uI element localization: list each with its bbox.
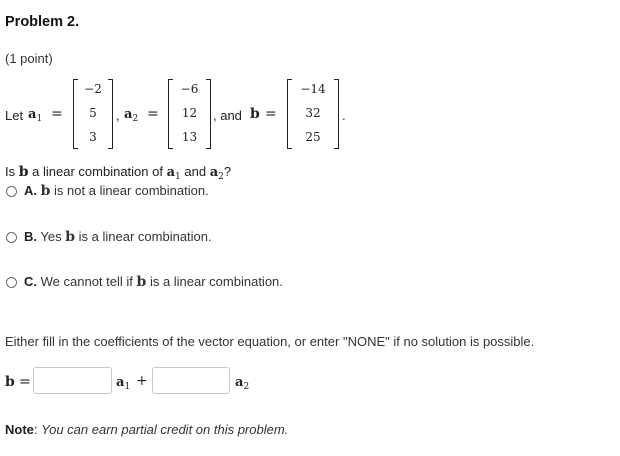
option-b-label[interactable]: B. Yes b is a linear combination. <box>24 229 212 245</box>
b-entry: −14 <box>300 82 326 96</box>
note: Note: You can earn partial credit on this problem. <box>5 422 289 437</box>
plus-sign: + <box>136 373 148 389</box>
period: . <box>342 108 346 123</box>
equals-sign: = <box>265 106 277 122</box>
equation-a2-term: $a_2$ <box>235 375 250 392</box>
option-c-label[interactable]: C. We cannot tell if b is a linear combination. <box>24 274 283 290</box>
let-label: Let <box>5 108 24 123</box>
a1-entry: 5 <box>89 106 97 120</box>
note-label: Note <box>5 422 34 437</box>
a1-vector <box>73 79 113 149</box>
problem-title: Problem 2. <box>5 14 80 30</box>
a2-entry: 13 <box>181 130 198 144</box>
a2-entry: 12 <box>181 106 198 120</box>
a1-entry: 3 <box>89 130 97 144</box>
equation-equals: = <box>19 374 31 390</box>
b-entry: 25 <box>305 130 321 144</box>
b-vector <box>287 79 339 149</box>
problem-points: (1 point) <box>5 51 53 66</box>
a1-symbol: $a_1$ <box>28 107 43 124</box>
note-text: You can earn partial credit on this problem. <box>41 422 289 437</box>
a2-entry: −6 <box>180 82 199 96</box>
comma: , <box>116 108 120 123</box>
equation-a1-term: $a_1$ <box>116 375 131 392</box>
option-c-radio[interactable] <box>6 277 17 288</box>
instructions-text: Either fill in the coefficients of the vector equation, or enter "NONE" if no solution is possible. <box>5 334 535 349</box>
and-label: , and <box>213 108 242 123</box>
option-a-radio[interactable] <box>6 186 17 197</box>
option-b-radio[interactable] <box>6 232 17 243</box>
equals-sign: = <box>147 106 159 122</box>
b-symbol: b <box>250 106 260 122</box>
a1-entry: −2 <box>84 82 102 96</box>
option-a-label[interactable]: A. b is not a linear combination. <box>24 183 209 199</box>
b-entry: 32 <box>305 106 321 120</box>
coefficient-a1-input[interactable] <box>33 367 112 394</box>
question-text: Is b a linear combination of $a_1$ and $a_2$? <box>5 164 232 182</box>
a2-symbol: $a_2$ <box>124 107 139 124</box>
equals-sign: = <box>51 106 63 122</box>
coefficient-a2-input[interactable] <box>152 367 230 394</box>
equation-b-symbol: b <box>5 374 15 390</box>
a2-vector <box>168 79 211 149</box>
